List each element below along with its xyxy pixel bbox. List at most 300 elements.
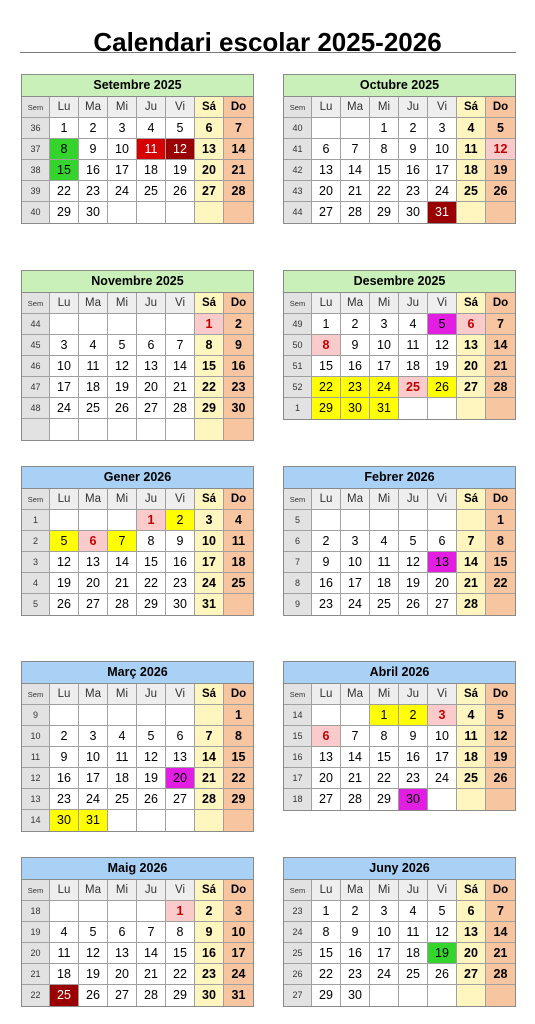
day-cell: 26 bbox=[486, 768, 515, 789]
day-cell: 29 bbox=[370, 789, 399, 810]
week-number: 11 bbox=[22, 747, 50, 768]
weekday-header: Ju bbox=[137, 880, 166, 901]
weekday-header: Lu bbox=[50, 880, 79, 901]
day-cell: 30 bbox=[166, 594, 195, 615]
day-cell: 12 bbox=[428, 922, 457, 943]
week-number: 9 bbox=[284, 594, 312, 615]
day-cell: 24 bbox=[108, 181, 137, 202]
day-cell: 3 bbox=[50, 335, 79, 356]
day-cell: 25 bbox=[224, 573, 253, 594]
day-cell: 25 bbox=[399, 377, 428, 398]
weekday-header: Lu bbox=[312, 293, 341, 314]
day-cell: 17 bbox=[370, 356, 399, 377]
weekday-header: Lu bbox=[312, 684, 341, 705]
month-days-grid bbox=[284, 880, 515, 1006]
day-cell: 16 bbox=[50, 768, 79, 789]
day-cell: 7 bbox=[108, 531, 137, 552]
day-cell: 22 bbox=[370, 768, 399, 789]
day-cell: 8 bbox=[312, 335, 341, 356]
day-cell: 1 bbox=[312, 901, 341, 922]
week-number: 44 bbox=[22, 314, 50, 335]
day-cell: 13 bbox=[428, 552, 457, 573]
day-cell: 1 bbox=[370, 118, 399, 139]
day-cell: 28 bbox=[108, 594, 137, 615]
day-cell: 2 bbox=[195, 901, 224, 922]
day-cell: 15 bbox=[137, 552, 166, 573]
day-cell: 30 bbox=[341, 985, 370, 1006]
empty-cell bbox=[370, 510, 399, 531]
empty-cell bbox=[399, 398, 428, 419]
month-title: Setembre 2025 bbox=[22, 75, 253, 97]
day-cell: 26 bbox=[79, 985, 108, 1006]
empty-cell bbox=[486, 398, 515, 419]
day-cell: 12 bbox=[486, 139, 515, 160]
day-cell: 14 bbox=[224, 139, 253, 160]
day-cell: 13 bbox=[195, 139, 224, 160]
day-cell: 7 bbox=[166, 335, 195, 356]
day-cell: 21 bbox=[486, 356, 515, 377]
weekday-header: Ju bbox=[399, 684, 428, 705]
weekday-header: Sá bbox=[195, 684, 224, 705]
day-cell: 21 bbox=[341, 181, 370, 202]
day-cell: 3 bbox=[79, 726, 108, 747]
day-cell: 13 bbox=[108, 943, 137, 964]
day-cell: 31 bbox=[428, 202, 457, 223]
day-cell: 30 bbox=[195, 985, 224, 1006]
day-cell: 12 bbox=[486, 726, 515, 747]
week-number: 21 bbox=[22, 964, 50, 985]
day-cell: 9 bbox=[399, 139, 428, 160]
weekday-header: Lu bbox=[50, 97, 79, 118]
weekday-header: Mi bbox=[108, 684, 137, 705]
weekday-header: Mi bbox=[370, 489, 399, 510]
day-cell: 31 bbox=[79, 810, 108, 831]
day-cell: 23 bbox=[399, 768, 428, 789]
day-cell: 28 bbox=[486, 964, 515, 985]
day-cell: 4 bbox=[399, 314, 428, 335]
empty-cell bbox=[166, 202, 195, 223]
week-number: 47 bbox=[22, 377, 50, 398]
month-calendar bbox=[21, 74, 254, 224]
weekday-header: Mi bbox=[370, 684, 399, 705]
month-days-grid bbox=[22, 293, 253, 440]
week-number: 38 bbox=[22, 160, 50, 181]
empty-cell bbox=[428, 398, 457, 419]
day-cell: 8 bbox=[312, 922, 341, 943]
day-cell: 22 bbox=[370, 181, 399, 202]
day-cell: 1 bbox=[137, 510, 166, 531]
day-cell: 21 bbox=[457, 573, 486, 594]
empty-cell bbox=[137, 202, 166, 223]
day-cell: 8 bbox=[137, 531, 166, 552]
day-cell: 5 bbox=[79, 922, 108, 943]
day-cell: 21 bbox=[341, 768, 370, 789]
weekday-header: Sá bbox=[195, 880, 224, 901]
month-title: Gener 2026 bbox=[22, 467, 253, 489]
day-cell: 10 bbox=[50, 356, 79, 377]
day-cell: 26 bbox=[428, 964, 457, 985]
week-number: 49 bbox=[284, 314, 312, 335]
empty-cell bbox=[108, 419, 137, 440]
weekday-header: Lu bbox=[50, 684, 79, 705]
empty-cell bbox=[428, 985, 457, 1006]
weekday-header: Sá bbox=[195, 97, 224, 118]
day-cell: 3 bbox=[428, 118, 457, 139]
month-days-grid bbox=[22, 684, 253, 831]
day-cell: 4 bbox=[79, 335, 108, 356]
month-calendar bbox=[283, 857, 516, 1007]
day-cell: 22 bbox=[312, 964, 341, 985]
empty-cell bbox=[399, 985, 428, 1006]
day-cell: 21 bbox=[224, 160, 253, 181]
day-cell: 22 bbox=[195, 377, 224, 398]
weekday-header: Vi bbox=[428, 489, 457, 510]
weekday-header: Ju bbox=[137, 97, 166, 118]
empty-cell bbox=[428, 789, 457, 810]
day-cell: 25 bbox=[457, 181, 486, 202]
week-number: 45 bbox=[22, 335, 50, 356]
day-cell: 13 bbox=[166, 747, 195, 768]
day-cell: 6 bbox=[79, 531, 108, 552]
week-column-header: Sem bbox=[22, 489, 50, 510]
day-cell: 11 bbox=[457, 726, 486, 747]
day-cell: 21 bbox=[166, 377, 195, 398]
day-cell: 14 bbox=[486, 922, 515, 943]
week-column-header: Sem bbox=[284, 293, 312, 314]
week-number: 18 bbox=[22, 901, 50, 922]
empty-cell bbox=[137, 810, 166, 831]
day-cell: 9 bbox=[224, 335, 253, 356]
day-cell: 2 bbox=[399, 705, 428, 726]
weekday-header: Sá bbox=[195, 489, 224, 510]
day-cell: 24 bbox=[428, 768, 457, 789]
day-cell: 30 bbox=[399, 202, 428, 223]
weekday-header: Do bbox=[486, 684, 515, 705]
week-number: 14 bbox=[284, 705, 312, 726]
day-cell: 10 bbox=[195, 531, 224, 552]
day-cell: 11 bbox=[224, 531, 253, 552]
day-cell: 6 bbox=[108, 922, 137, 943]
month-days-grid bbox=[22, 489, 253, 615]
week-number: 27 bbox=[284, 985, 312, 1006]
day-cell: 23 bbox=[224, 377, 253, 398]
week-number: 52 bbox=[284, 377, 312, 398]
day-cell: 4 bbox=[457, 118, 486, 139]
week-number: 40 bbox=[284, 118, 312, 139]
day-cell: 29 bbox=[312, 398, 341, 419]
day-cell: 21 bbox=[195, 768, 224, 789]
week-number: 16 bbox=[284, 747, 312, 768]
weekday-header: Mi bbox=[108, 97, 137, 118]
day-cell: 20 bbox=[312, 181, 341, 202]
day-cell: 2 bbox=[341, 901, 370, 922]
empty-cell bbox=[79, 419, 108, 440]
day-cell: 26 bbox=[399, 594, 428, 615]
weekday-header: Mi bbox=[108, 880, 137, 901]
day-cell: 15 bbox=[312, 943, 341, 964]
empty-cell bbox=[108, 705, 137, 726]
day-cell: 5 bbox=[166, 118, 195, 139]
day-cell: 7 bbox=[341, 139, 370, 160]
day-cell: 24 bbox=[224, 964, 253, 985]
day-cell: 9 bbox=[312, 552, 341, 573]
day-cell: 11 bbox=[399, 922, 428, 943]
empty-cell bbox=[108, 510, 137, 531]
week-number: 23 bbox=[284, 901, 312, 922]
day-cell: 27 bbox=[137, 398, 166, 419]
day-cell: 19 bbox=[50, 573, 79, 594]
day-cell: 17 bbox=[428, 160, 457, 181]
month-days-grid bbox=[284, 684, 515, 810]
day-cell: 9 bbox=[341, 335, 370, 356]
day-cell: 14 bbox=[457, 552, 486, 573]
day-cell: 2 bbox=[224, 314, 253, 335]
weekday-header: Do bbox=[486, 97, 515, 118]
day-cell: 8 bbox=[166, 922, 195, 943]
month-title: Maig 2026 bbox=[22, 858, 253, 880]
day-cell: 28 bbox=[486, 377, 515, 398]
empty-cell bbox=[224, 202, 253, 223]
weekday-header: Mi bbox=[108, 489, 137, 510]
empty-cell bbox=[108, 202, 137, 223]
day-cell: 16 bbox=[79, 160, 108, 181]
weekday-header: Sá bbox=[457, 489, 486, 510]
day-cell: 15 bbox=[50, 160, 79, 181]
day-cell: 25 bbox=[457, 768, 486, 789]
day-cell: 12 bbox=[428, 335, 457, 356]
weekday-header: Ma bbox=[79, 684, 108, 705]
empty-cell bbox=[457, 202, 486, 223]
day-cell: 24 bbox=[50, 398, 79, 419]
day-cell: 4 bbox=[137, 118, 166, 139]
day-cell: 13 bbox=[312, 747, 341, 768]
weekday-header: Sá bbox=[457, 684, 486, 705]
day-cell: 15 bbox=[370, 747, 399, 768]
empty-cell bbox=[50, 314, 79, 335]
empty-cell bbox=[166, 810, 195, 831]
day-cell: 14 bbox=[137, 943, 166, 964]
day-cell: 16 bbox=[166, 552, 195, 573]
day-cell: 21 bbox=[108, 573, 137, 594]
week-number: 1 bbox=[284, 398, 312, 419]
day-cell: 23 bbox=[166, 573, 195, 594]
day-cell: 4 bbox=[108, 726, 137, 747]
day-cell: 19 bbox=[428, 356, 457, 377]
weekday-header: Ma bbox=[341, 97, 370, 118]
day-cell: 14 bbox=[108, 552, 137, 573]
day-cell: 24 bbox=[428, 181, 457, 202]
day-cell: 20 bbox=[312, 768, 341, 789]
day-cell: 5 bbox=[108, 335, 137, 356]
week-number: 13 bbox=[22, 789, 50, 810]
day-cell: 7 bbox=[224, 118, 253, 139]
week-number: 50 bbox=[284, 335, 312, 356]
empty-cell bbox=[457, 985, 486, 1006]
empty-cell bbox=[50, 705, 79, 726]
day-cell: 7 bbox=[457, 531, 486, 552]
day-cell: 1 bbox=[195, 314, 224, 335]
day-cell: 17 bbox=[195, 552, 224, 573]
day-cell: 9 bbox=[79, 139, 108, 160]
day-cell: 8 bbox=[486, 531, 515, 552]
day-cell: 19 bbox=[137, 768, 166, 789]
month-calendar bbox=[283, 270, 516, 420]
weekday-header: Do bbox=[486, 293, 515, 314]
day-cell: 20 bbox=[457, 356, 486, 377]
day-cell: 29 bbox=[370, 202, 399, 223]
day-cell: 7 bbox=[341, 726, 370, 747]
weekday-header: Do bbox=[224, 97, 253, 118]
day-cell: 1 bbox=[312, 314, 341, 335]
day-cell: 14 bbox=[486, 335, 515, 356]
day-cell: 10 bbox=[108, 139, 137, 160]
day-cell: 14 bbox=[195, 747, 224, 768]
empty-cell bbox=[137, 419, 166, 440]
weekday-header: Ju bbox=[399, 489, 428, 510]
day-cell: 16 bbox=[341, 356, 370, 377]
day-cell: 1 bbox=[370, 705, 399, 726]
day-cell: 26 bbox=[166, 181, 195, 202]
day-cell: 24 bbox=[341, 594, 370, 615]
day-cell: 17 bbox=[50, 377, 79, 398]
month-title: Novembre 2025 bbox=[22, 271, 253, 293]
week-column-header: Sem bbox=[22, 97, 50, 118]
day-cell: 27 bbox=[79, 594, 108, 615]
day-cell: 19 bbox=[79, 964, 108, 985]
day-cell: 17 bbox=[224, 943, 253, 964]
weekday-header: Lu bbox=[50, 489, 79, 510]
day-cell: 9 bbox=[399, 726, 428, 747]
day-cell: 25 bbox=[108, 789, 137, 810]
weekday-header: Ju bbox=[137, 293, 166, 314]
day-cell: 14 bbox=[341, 747, 370, 768]
month-title: Abril 2026 bbox=[284, 662, 515, 684]
day-cell: 9 bbox=[50, 747, 79, 768]
month-title: Febrer 2026 bbox=[284, 467, 515, 489]
day-cell: 15 bbox=[370, 160, 399, 181]
week-number: 51 bbox=[284, 356, 312, 377]
day-cell: 24 bbox=[195, 573, 224, 594]
day-cell: 27 bbox=[457, 964, 486, 985]
day-cell: 25 bbox=[370, 594, 399, 615]
day-cell: 19 bbox=[486, 747, 515, 768]
empty-cell bbox=[79, 901, 108, 922]
day-cell: 3 bbox=[224, 901, 253, 922]
week-number: 22 bbox=[22, 985, 50, 1006]
day-cell: 19 bbox=[486, 160, 515, 181]
day-cell: 31 bbox=[370, 398, 399, 419]
empty-cell bbox=[166, 705, 195, 726]
empty-cell bbox=[457, 789, 486, 810]
weekday-header: Lu bbox=[50, 293, 79, 314]
day-cell: 31 bbox=[224, 985, 253, 1006]
day-cell: 28 bbox=[195, 789, 224, 810]
day-cell: 20 bbox=[166, 768, 195, 789]
empty-cell bbox=[224, 419, 253, 440]
month-calendar bbox=[21, 857, 254, 1007]
day-cell: 10 bbox=[224, 922, 253, 943]
weekday-header: Ma bbox=[341, 293, 370, 314]
day-cell: 18 bbox=[50, 964, 79, 985]
day-cell: 23 bbox=[399, 181, 428, 202]
week-number: 42 bbox=[284, 160, 312, 181]
weekday-header: Do bbox=[486, 489, 515, 510]
day-cell: 4 bbox=[399, 901, 428, 922]
day-cell: 17 bbox=[341, 573, 370, 594]
week-number: 2 bbox=[22, 531, 50, 552]
week-number: 40 bbox=[22, 202, 50, 223]
day-cell: 15 bbox=[224, 747, 253, 768]
weekday-header: Do bbox=[486, 880, 515, 901]
day-cell: 23 bbox=[312, 594, 341, 615]
week-number: 46 bbox=[22, 356, 50, 377]
weekday-header: Vi bbox=[428, 293, 457, 314]
day-cell: 6 bbox=[312, 726, 341, 747]
day-cell: 5 bbox=[428, 314, 457, 335]
day-cell: 18 bbox=[399, 356, 428, 377]
day-cell: 9 bbox=[166, 531, 195, 552]
day-cell: 14 bbox=[166, 356, 195, 377]
day-cell: 17 bbox=[370, 943, 399, 964]
month-calendar bbox=[283, 466, 516, 616]
day-cell: 6 bbox=[457, 314, 486, 335]
day-cell: 26 bbox=[108, 398, 137, 419]
month-title: Octubre 2025 bbox=[284, 75, 515, 97]
weekday-header: Vi bbox=[428, 684, 457, 705]
day-cell: 5 bbox=[428, 901, 457, 922]
day-cell: 25 bbox=[137, 181, 166, 202]
empty-cell bbox=[312, 705, 341, 726]
day-cell: 13 bbox=[457, 335, 486, 356]
day-cell: 25 bbox=[50, 985, 79, 1006]
empty-cell bbox=[108, 810, 137, 831]
empty-cell bbox=[399, 510, 428, 531]
month-days-grid bbox=[284, 489, 515, 615]
day-cell: 16 bbox=[399, 747, 428, 768]
empty-cell bbox=[137, 705, 166, 726]
weekday-header: Do bbox=[224, 880, 253, 901]
weekday-header: Ju bbox=[399, 293, 428, 314]
empty-cell bbox=[457, 510, 486, 531]
empty-cell bbox=[166, 419, 195, 440]
month-title: Març 2026 bbox=[22, 662, 253, 684]
weekday-header: Mi bbox=[370, 880, 399, 901]
day-cell: 11 bbox=[399, 335, 428, 356]
day-cell: 5 bbox=[486, 705, 515, 726]
day-cell: 2 bbox=[166, 510, 195, 531]
empty-cell bbox=[195, 705, 224, 726]
month-days-grid bbox=[284, 293, 515, 419]
empty-cell bbox=[137, 314, 166, 335]
day-cell: 8 bbox=[50, 139, 79, 160]
day-cell: 3 bbox=[370, 314, 399, 335]
day-cell: 8 bbox=[195, 335, 224, 356]
day-cell: 22 bbox=[312, 377, 341, 398]
day-cell: 23 bbox=[341, 964, 370, 985]
week-number: 8 bbox=[284, 573, 312, 594]
day-cell: 11 bbox=[457, 139, 486, 160]
day-cell: 19 bbox=[166, 160, 195, 181]
day-cell: 16 bbox=[341, 943, 370, 964]
empty-cell bbox=[79, 510, 108, 531]
title-divider bbox=[20, 52, 516, 53]
day-cell: 17 bbox=[428, 747, 457, 768]
day-cell: 23 bbox=[195, 964, 224, 985]
day-cell: 18 bbox=[79, 377, 108, 398]
week-number: 5 bbox=[22, 594, 50, 615]
day-cell: 16 bbox=[224, 356, 253, 377]
empty-cell bbox=[224, 810, 253, 831]
